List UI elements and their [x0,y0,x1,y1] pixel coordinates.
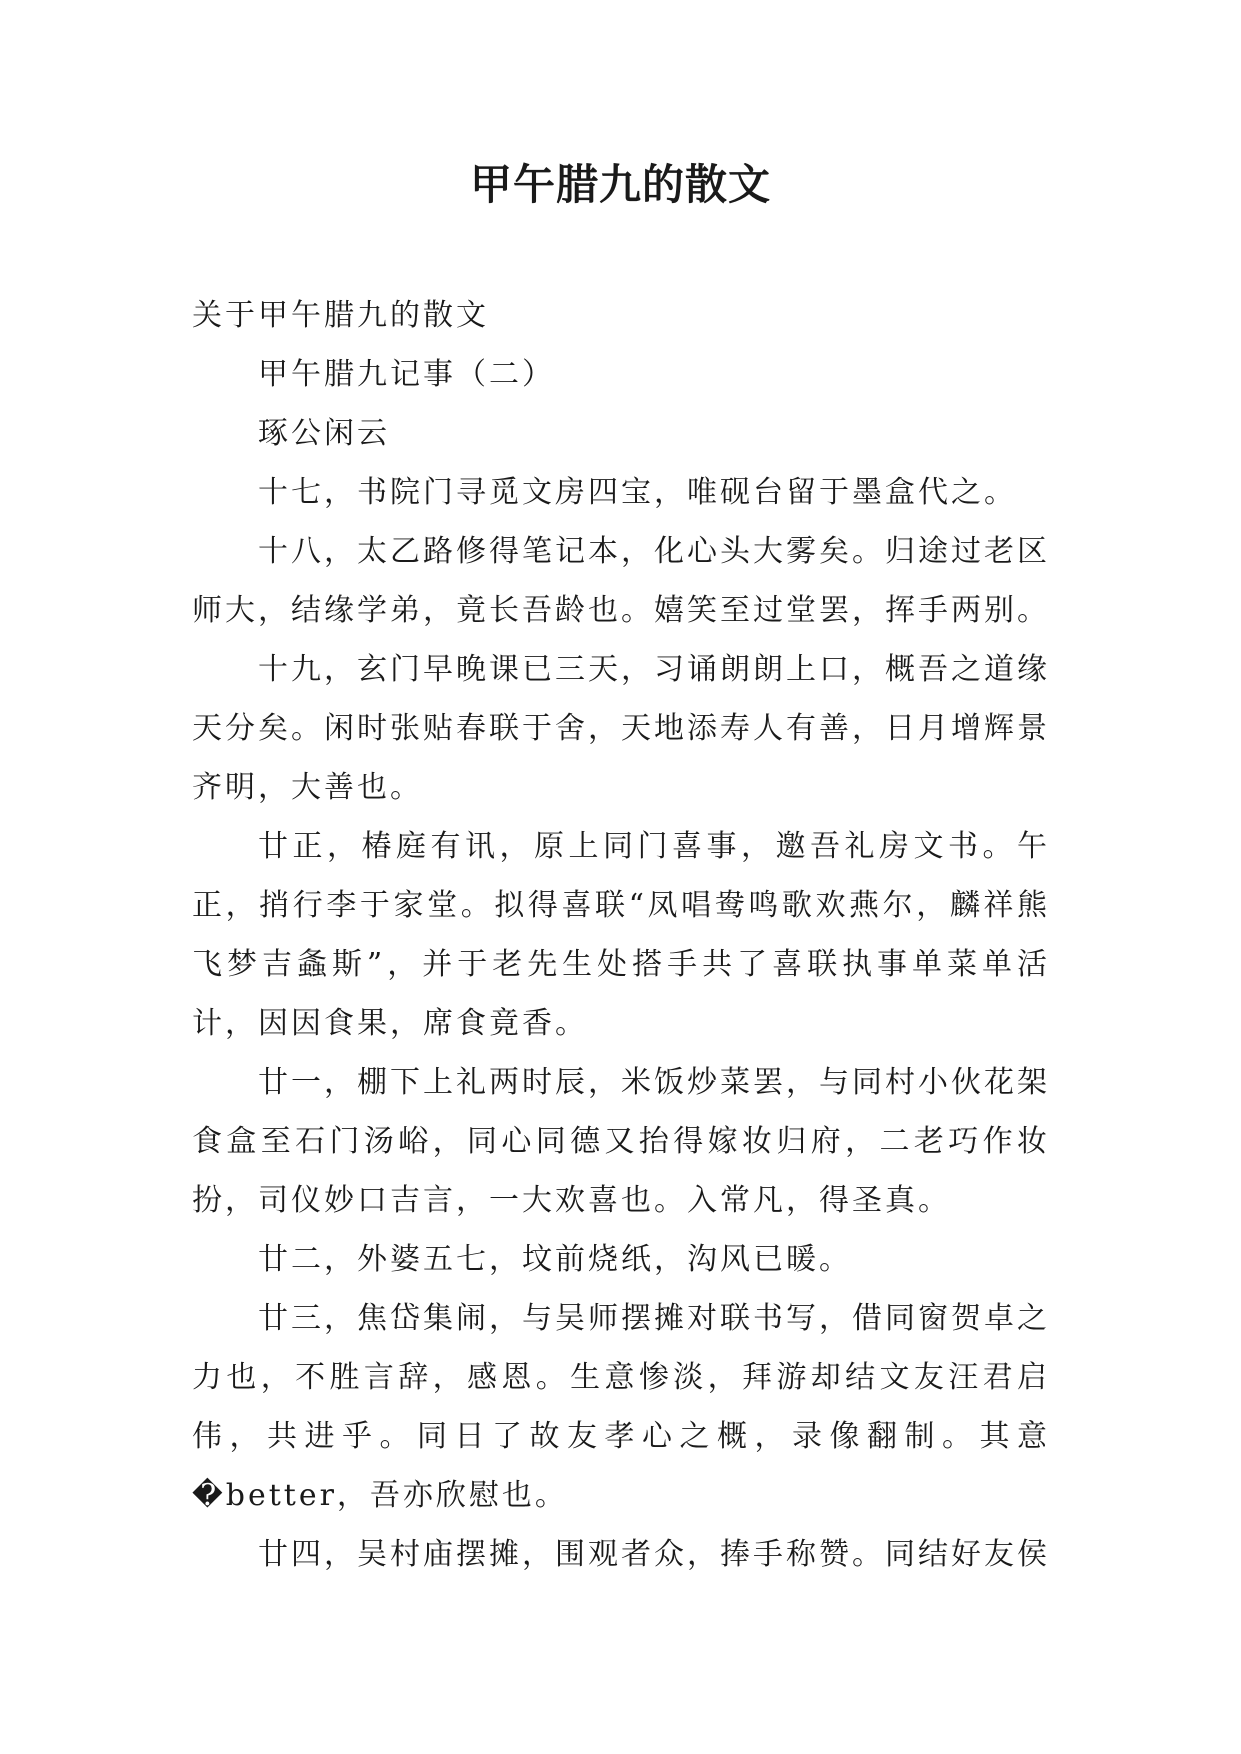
document-body [192,286,1050,1584]
document-title: 甲午腊九的散文 [469,160,771,209]
paragraph: 廿一，棚下上礼两时辰，米饭炒菜罢，与同村小伙花架食盒至石门汤峪，同心同德又抬得嫁妆归府，二老巧作妆扮，司仪妙口吉言，一大欢喜也。入常凡，得圣真。 [192,1065,1050,1218]
paragraph-author: 琢公闲云 [258,416,390,451]
paragraph: 廿二，外婆五七，坟前烧纸，沟风已暖。 [258,1242,852,1277]
paragraph: 廿三，焦岱集闹，与吴师摆摊对联书写，借同窗贺卓之力也，不胜言辞，感恩。生意惨淡，拜游却结文友汪君启伟，共进乎。同日了故友孝心之概，录像翻制。其意�better，吾亦欣慰也。 [192,1301,1050,1513]
paragraph: 十九，玄门早晚课已三天，习诵朗朗上口，概吾之道缘天分矣。闲时张贴春联于舍，天地添寿人有善，日月增辉景齐明，大善也。 [192,652,1050,805]
paragraph: 廿正，椿庭有讯，原上同门喜事，邀吾礼房文书。午正，捎行李于家堂。拟得喜联“凤唱鸯鸣歌欢燕尔，麟祥熊飞梦吉螽斯”，并于老先生处搭手共了喜联执事单菜单活计，因因食果，席食竟香。 [192,829,1050,1041]
paragraph-subtitle: 甲午腊九记事（二） [258,357,555,392]
paragraph: 十七，书院门寻觅文房四宝，唯砚台留于墨盒代之。 [258,475,1017,510]
paragraph: 廿四，吴村庙摆摊，围观者众，捧手称赞。同结好友侯 [258,1537,1050,1572]
paragraph-heading: 关于甲午腊九的散文 [192,298,489,333]
paragraph: 十八，太乙路修得笔记本，化心头大雾矣。归途过老区师大，结缘学弟，竟长吾龄也。嬉笑至过堂罢，挥手两别。 [192,534,1050,628]
